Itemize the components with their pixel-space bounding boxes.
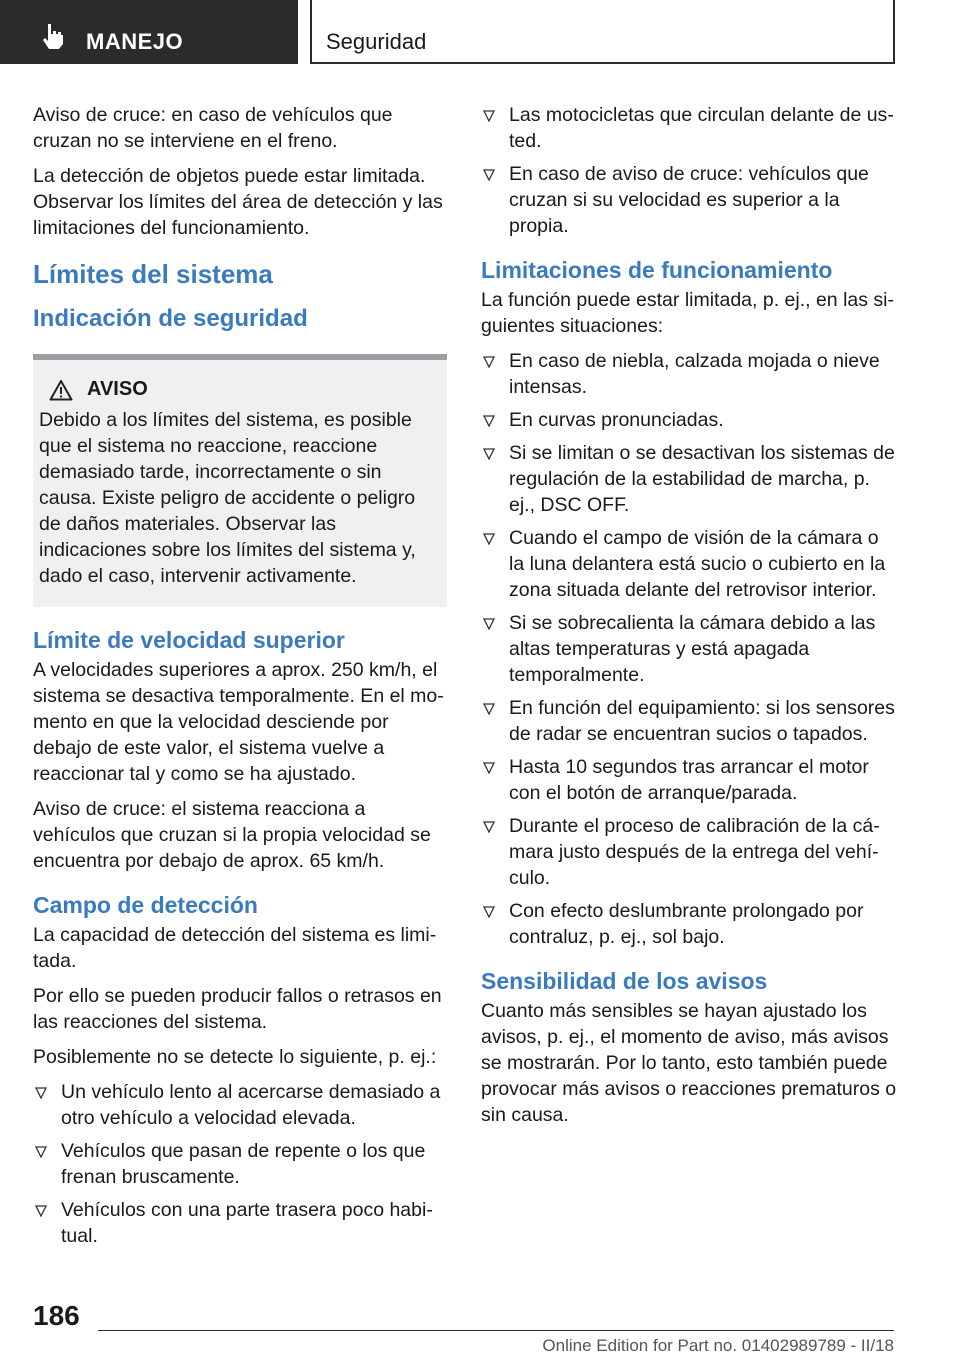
detection-paragraph-3: Posiblemente no se detecte lo siguiente, p. ej.: — [33, 1046, 437, 1068]
list-item-text: Las motocicletas que circulan delante de usted. — [509, 104, 894, 152]
section-tab[interactable] — [0, 0, 298, 64]
warning-header — [39, 378, 439, 401]
heading-function-limitations: Limitaciones de funcionamiento — [481, 257, 833, 283]
heading-safety-note: Indicación de seguridad — [33, 305, 308, 332]
speed-paragraph-2: Aviso de cruce: el sistema reacciona a vehículos que cruzan si la propia velocidad se encuentra por debajo de aprox. 65 km/h. — [33, 798, 431, 872]
warning-title: AVISO — [87, 378, 148, 400]
triangle-bullet-icon — [483, 533, 495, 545]
list-item — [481, 348, 897, 400]
list-item-text: Hasta 10 segundos tras arrancar el motor con el botón de arranque/parada. — [509, 756, 869, 804]
triangle-bullet-icon — [483, 110, 495, 122]
list-item-text: En curvas pronunciadas. — [509, 409, 724, 431]
function-intro: La función puede estar limitada, p. ej., en las siguientes situaciones: — [481, 289, 894, 337]
heading-warning-sensitivity: Sensibilidad de los avisos — [481, 968, 768, 994]
list-item — [481, 813, 897, 891]
list-item-text: En caso de niebla, calzada mojada o nieve intensas. — [509, 350, 880, 398]
detection-list-continued — [481, 102, 897, 239]
list-item — [481, 695, 897, 747]
triangle-bullet-icon — [483, 448, 495, 460]
heading-detection-range: Campo de detección — [33, 892, 258, 918]
speed-paragraph-1: A velocidades superiores a aprox. 250 km/h, el sistema se desactiva temporalmente. En el momento en que la velocidad desciende por debajo de este valor, el sistema vuelve a reaccionar tal y como se ha ajustado. — [33, 659, 444, 785]
page-number: 186 — [33, 1300, 80, 1331]
list-item — [481, 161, 897, 239]
detection-paragraph-2: Por ello se pueden producir fallos o retrasos en las reacciones del sistema. — [33, 985, 442, 1033]
warning-text: Debido a los límites del sistema, es posible que el sistema no reaccione, reaccione demasiado tarde, incorrectamente o sin causa. Existe peligro de accidente o peligro de daños materiales. Observar las indicaciones sobre los límites del sistema y, dado el caso, intervenir activamente. — [39, 409, 416, 587]
function-limitations-list — [481, 348, 897, 950]
triangle-bullet-icon — [483, 618, 495, 630]
list-item — [33, 1138, 447, 1190]
list-item-text: Con efecto deslumbrante prolongado por contraluz, p. ej., sol bajo. — [509, 900, 864, 948]
triangle-bullet-icon — [483, 415, 495, 427]
triangle-bullet-icon — [483, 906, 495, 918]
list-item — [481, 407, 897, 433]
list-item-text: Si se sobrecalienta la cámara debido a las altas temperaturas y está apagada temporalmente. — [509, 612, 876, 686]
triangle-bullet-icon — [35, 1146, 47, 1158]
list-item-text: Vehículos que pasan de repente o los que frenan bruscamente. — [61, 1140, 426, 1188]
list-item — [481, 610, 897, 688]
triangle-bullet-icon — [483, 703, 495, 715]
sensitivity-paragraph: Cuanto más sensibles se hayan ajustado los avisos, p. ej., el momento de aviso, más avisos se mostrarán. Por lo tanto, esto también puede provocar más avisos o reacciones prematuros o sin causa. — [481, 1000, 897, 1126]
detection-paragraph-1: La capacidad de detección del sistema es limitada. — [33, 924, 437, 972]
hand-pointer-icon — [40, 22, 66, 50]
list-item — [481, 754, 897, 806]
list-item-text: En caso de aviso de cruce: vehículos que cruzan si su velocidad es superior a la propia. — [509, 163, 869, 237]
triangle-bullet-icon — [483, 356, 495, 368]
list-item — [481, 440, 897, 518]
section-title: Seguridad — [326, 29, 427, 54]
list-item — [481, 898, 897, 950]
section-tab-label: MANEJO — [86, 29, 184, 54]
list-item — [481, 102, 897, 154]
heading-system-limits: Límites del sistema — [33, 259, 273, 289]
triangle-bullet-icon — [483, 762, 495, 774]
list-item — [33, 1079, 447, 1131]
triangle-bullet-icon — [35, 1205, 47, 1217]
triangle-bullet-icon — [35, 1087, 47, 1099]
list-item — [33, 1197, 447, 1249]
list-item-text: Si se limitan o se desactivan los sistemas de regulación de la estabilidad de marcha, p. ej., DSC OFF. — [509, 442, 895, 516]
detection-list — [33, 1079, 447, 1249]
list-item — [481, 525, 897, 603]
warning-triangle-icon — [49, 379, 73, 401]
left-column — [33, 102, 447, 1256]
list-item-text: Durante el proceso de calibración de la cámara justo después de la entrega del vehículo. — [509, 815, 880, 889]
triangle-bullet-icon — [483, 821, 495, 833]
triangle-bullet-icon — [483, 169, 495, 181]
list-item-text: En función del equipamiento: si los sensores de radar se encuentran sucios o tapados. — [509, 697, 895, 745]
warning-box — [33, 354, 447, 607]
heading-speed-limit: Límite de velocidad superior — [33, 627, 345, 653]
edition-note: Online Edition for Part no. 01402989789 - II/18 — [542, 1336, 894, 1355]
intro-paragraph-1: Aviso de cruce: en caso de vehículos que cruzan no se interviene en el freno. — [33, 104, 393, 152]
list-item-text: Vehículos con una parte trasera poco habitual. — [61, 1199, 433, 1247]
list-item-text: Un vehículo lento al acercarse demasiado a otro vehículo a velocidad elevada. — [61, 1081, 441, 1129]
intro-paragraph-2: La detección de objetos puede estar limitada. Observar los límites del área de detección y las limitaciones del funcionamiento. — [33, 165, 443, 239]
list-item-text: Cuando el campo de visión de la cámara o la luna delantera está sucio o cubierto en la zona situada delante del retrovisor interior. — [509, 527, 886, 601]
section-header — [310, 0, 895, 64]
right-column — [481, 102, 897, 1137]
footer-divider — [98, 1330, 894, 1331]
